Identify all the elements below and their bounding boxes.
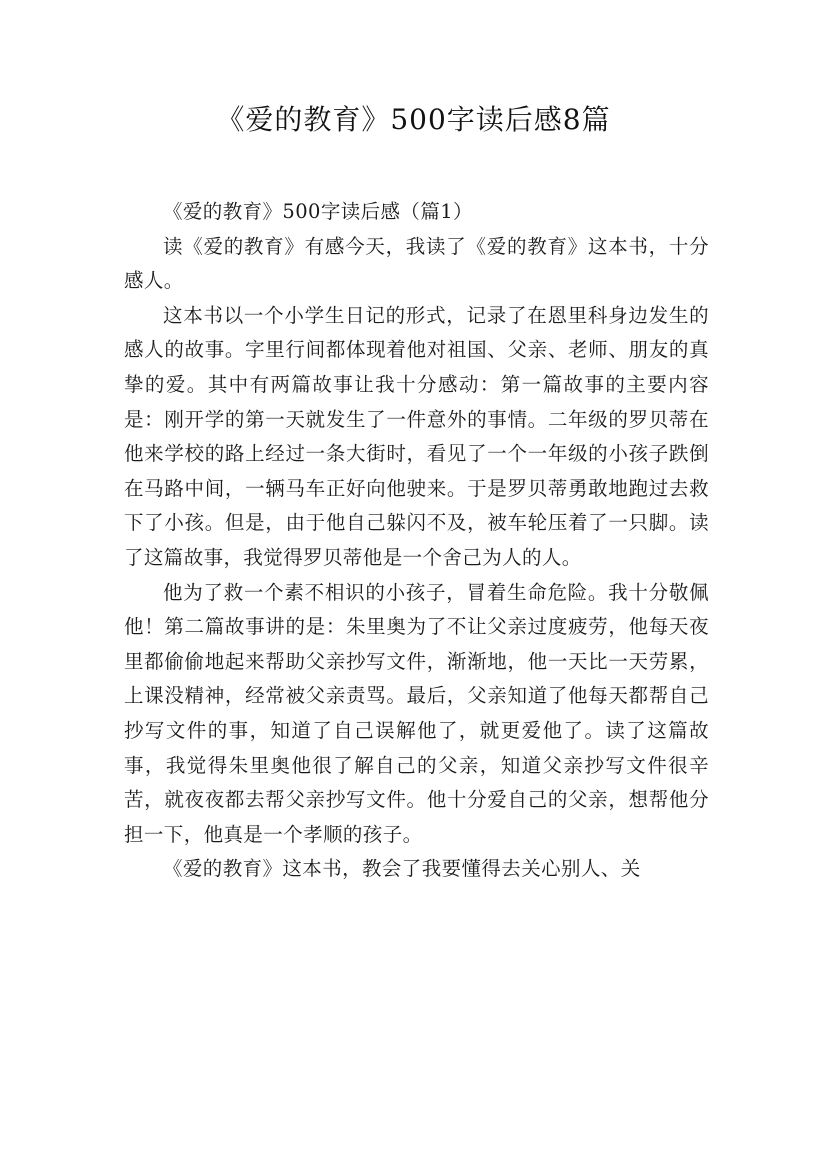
paragraph: 这本书以一个小学生日记的形式，记录了在恩里科身边发生的感人的故事。字里行间都体现着他对祖国、父亲、老师、朋友的真挚的爱。其中有两篇故事让我十分感动：第一篇故事的主要内容是：刚开学的第一天就发生了一件意外的事情。二年级的罗贝蒂在他来学校的路上经过一条大街时，看见了一个一年级的小孩子跌倒在马路中间，一辆马车正好向他驶来。于是罗贝蒂勇敢地跑过去救下了小孩。但是，由于他自己躲闪不及，被车轮压着了一只脚。读了这篇故事，我觉得罗贝蒂他是一个舍己为人的人。 [124,303,709,569]
paragraph: 读《爱的教育》有感今天，我读了《爱的教育》这本书，十分感人。 [124,234,709,293]
paragraph: 他为了救一个素不相识的小孩子，冒着生命危险。我十分敬佩他！第二篇故事讲的是：朱里奥为了不让父亲过度疲劳，他每天夜里都偷偷地起来帮助父亲抄写文件，渐渐地，他一天比一天劳累，上课没精神，经常被父亲责骂。最后，父亲知道了他每天都帮自己抄写文件的事，知道了自己误解他了，就更爱他了。读了这篇故事，我觉得朱里奥他很了解自己的父亲，知道父亲抄写文件很辛苦，就夜夜都去帮父亲抄写文件。他十分爱自己的父亲，想帮他分担一下，他真是一个孝顺的孩子。 [124,580,709,846]
document-title: 《爱的教育》500字读后感8篇 [216,103,611,136]
document-body [124,195,709,887]
section-heading: 《爱的教育》500字读后感（篇1） [163,200,473,223]
paragraph: 《爱的教育》这本书，教会了我要懂得去关心别人、关 [163,857,641,881]
